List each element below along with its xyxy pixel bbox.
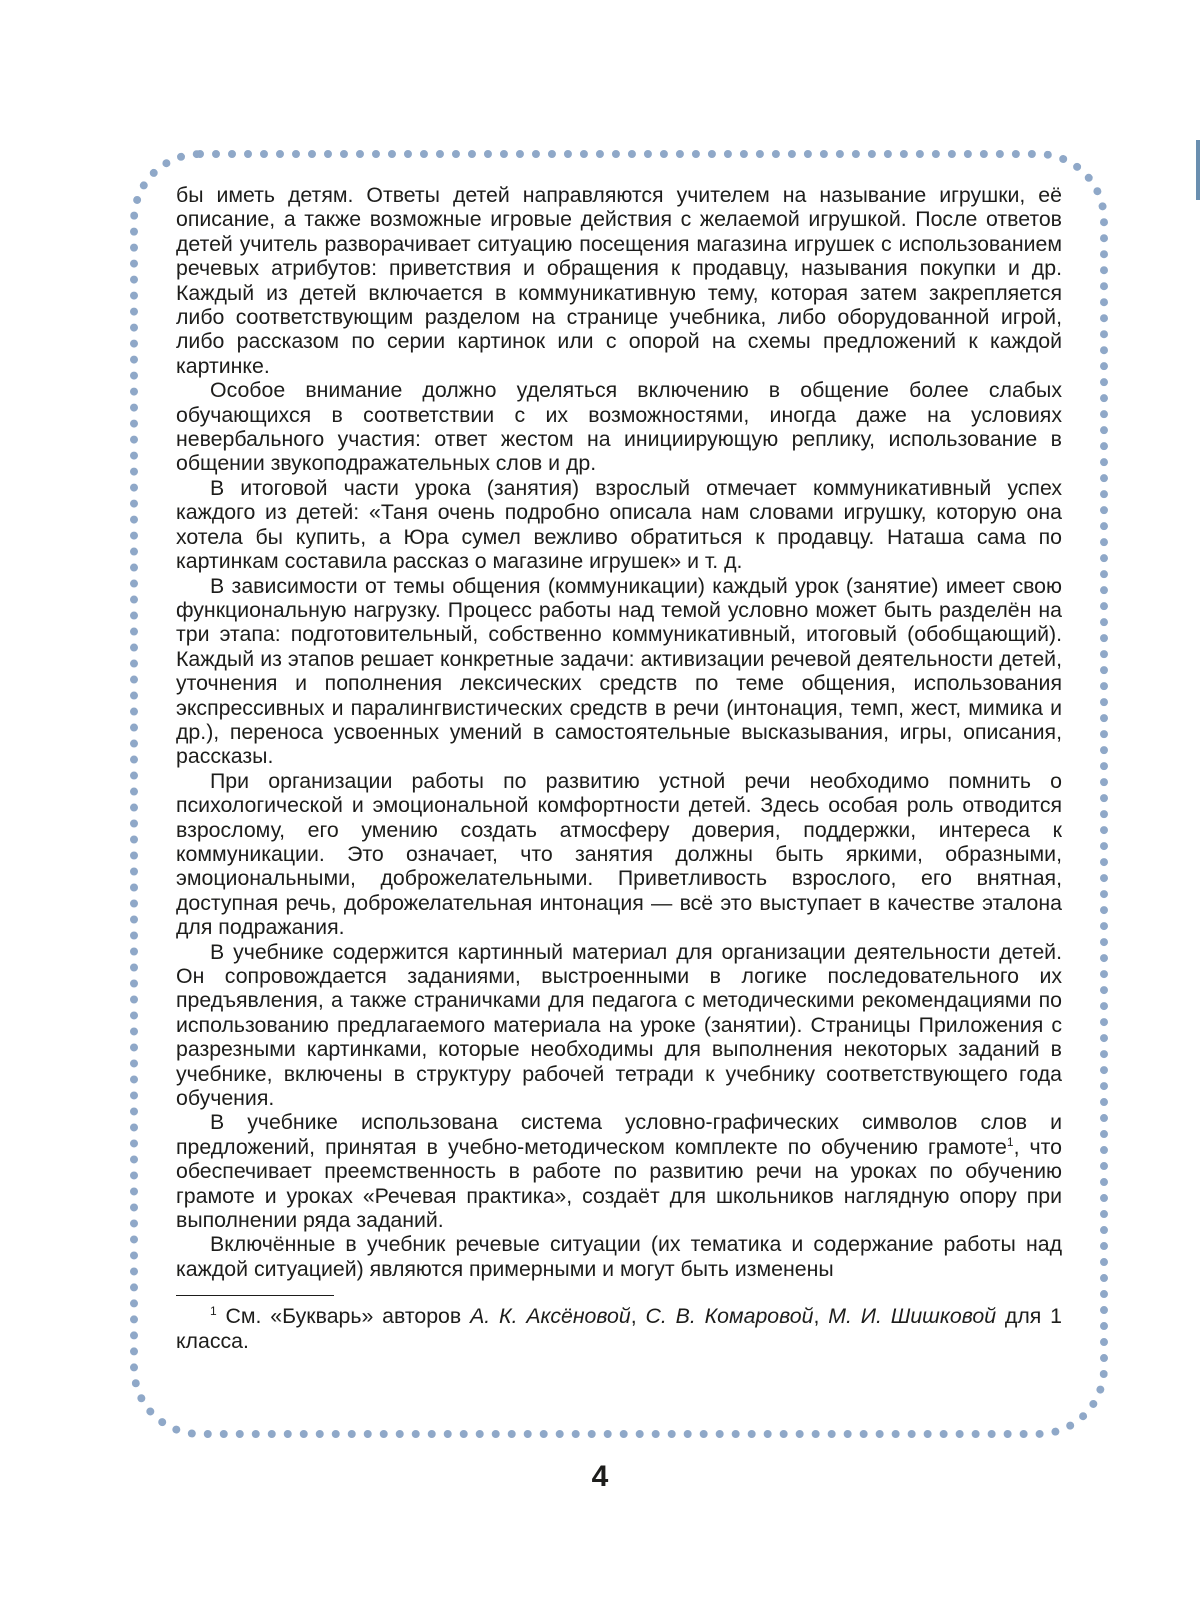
footnote-author-2: С. В. Комаровой <box>645 1304 814 1329</box>
footnote-author-3: М. И. Шишковой <box>828 1304 997 1329</box>
paragraph-5: При организации работы по развитию устной речи необходимо помнить о психологической и эмоциональной комфортности детей. Здесь особая роль отводится взрослому, его умению создать атмосферу доверия, поддержки, интереса к коммуникации. Это означает, что занятия должны быть яркими, образными, эмоциональными, доброжелательными. Приветливость взрослого, его внятная, доступная речь, доброжелательная интонация — всё это выступает в качестве эталона для подражания. <box>176 768 1062 940</box>
footnote-reference: 1 <box>1006 1134 1014 1149</box>
footnote-author-1: А. К. Аксёновой <box>470 1304 631 1329</box>
footnote-sep-1: , <box>630 1304 646 1329</box>
footnote <box>176 1304 1062 1353</box>
paragraph-symbols-after: , что обеспечивает преемственность в работе по развитию речи на уроках по обучению грамоте и уроках «Речевая практика», создаёт для школьников наглядную опору при выполнении ряда заданий. <box>176 1134 1062 1233</box>
paragraph-symbols-before: В учебнике использована система условно-графических символов слов и предложений, принятая в учебно-методическом комплекте по обучению грамоте <box>176 1110 1062 1159</box>
paragraph-6: В учебнике содержится картинный материал для организации деятельности детей. Он сопровождается заданиями, выстроенными в логике последовательного их предъявления, а также страничками для педагога с методическими рекомендациями по использованию предлагаемого материала на уроке (занятии). Страницы Приложения с разрезными картинками, которые необходимы для выполнения некоторых заданий в учебнике, включены в структуру рабочей тетради к учебнику соответствующего года обучения. <box>176 939 1062 1111</box>
footnote-marker: 1 <box>210 1304 217 1319</box>
paragraph-1: бы иметь детям. Ответы детей направляются учителем на называние игрушки, её описание, а также возможные игровые действия с желаемой игрушкой. После ответов детей учитель разворачивает ситуацию посещения магазина игрушек с использованием речевых атрибутов: приветствия и обращения к продавцу, называния покупки и др. Каждый из детей включается в коммуникативную тему, которая затем закрепляется либо соответствующим разделом на странице учебника, либо оборудованной игрой, либо рассказом по серии картинок или с опорой на схемы предложений к каждой картинке. <box>176 183 1062 378</box>
page-edge-mark <box>1196 140 1200 200</box>
paragraph-2: Особое внимание должно уделяться включению в общение более слабых обучающихся в соответствии с их возможностями, иногда даже на условиях невербального участия: ответ жестом на инициирующую реплику, использование в общении звукоподражательных слов и др. <box>176 378 1062 476</box>
footnote-text-2: для 1 класса. <box>176 1304 1062 1353</box>
paragraph-3: В итоговой части урока (занятия) взрослый отмечает коммуникативный успех каждого из детей: «Таня очень подробно описала нам словами игрушку, которую она хотела бы купить, а Юра сумел вежливо обратиться к продавцу. Наташа сама по картинкам составила рассказ о магазине игрушек» и т. д. <box>176 475 1062 574</box>
paragraph-last: Включённые в учебник речевые ситуации (их тематика и содержание работы над каждой ситуацией) являются примерными и могут быть изменены <box>176 1232 1062 1281</box>
footnote-sep-2: , <box>813 1304 829 1329</box>
footnote-text-1: См. «Букварь» авторов <box>225 1304 471 1329</box>
paragraph-4: В зависимости от темы общения (коммуникации) каждый урок (занятие) имеет свою функциональную нагрузку. Процесс работы над темой условно может быть разделён на три этапа: подготовительный, собственно коммуникативный, итоговый (обобщающий). Каждый из этапов решает конкретные задачи: активизации речевой деятельности детей, уточнения и пополнения лексических средств по теме общения, использования экспрессивных и паралингвистических средств в речи (интонация, темп, жест, мимика и др.), переноса усвоенных умений в самостоятельные высказывания, игры, описания, рассказы. <box>176 573 1062 769</box>
paragraph-symbols <box>176 1110 1062 1232</box>
main-text <box>176 183 1062 1353</box>
page-number: 4 <box>591 1460 609 1493</box>
footnote-divider <box>176 1295 334 1296</box>
